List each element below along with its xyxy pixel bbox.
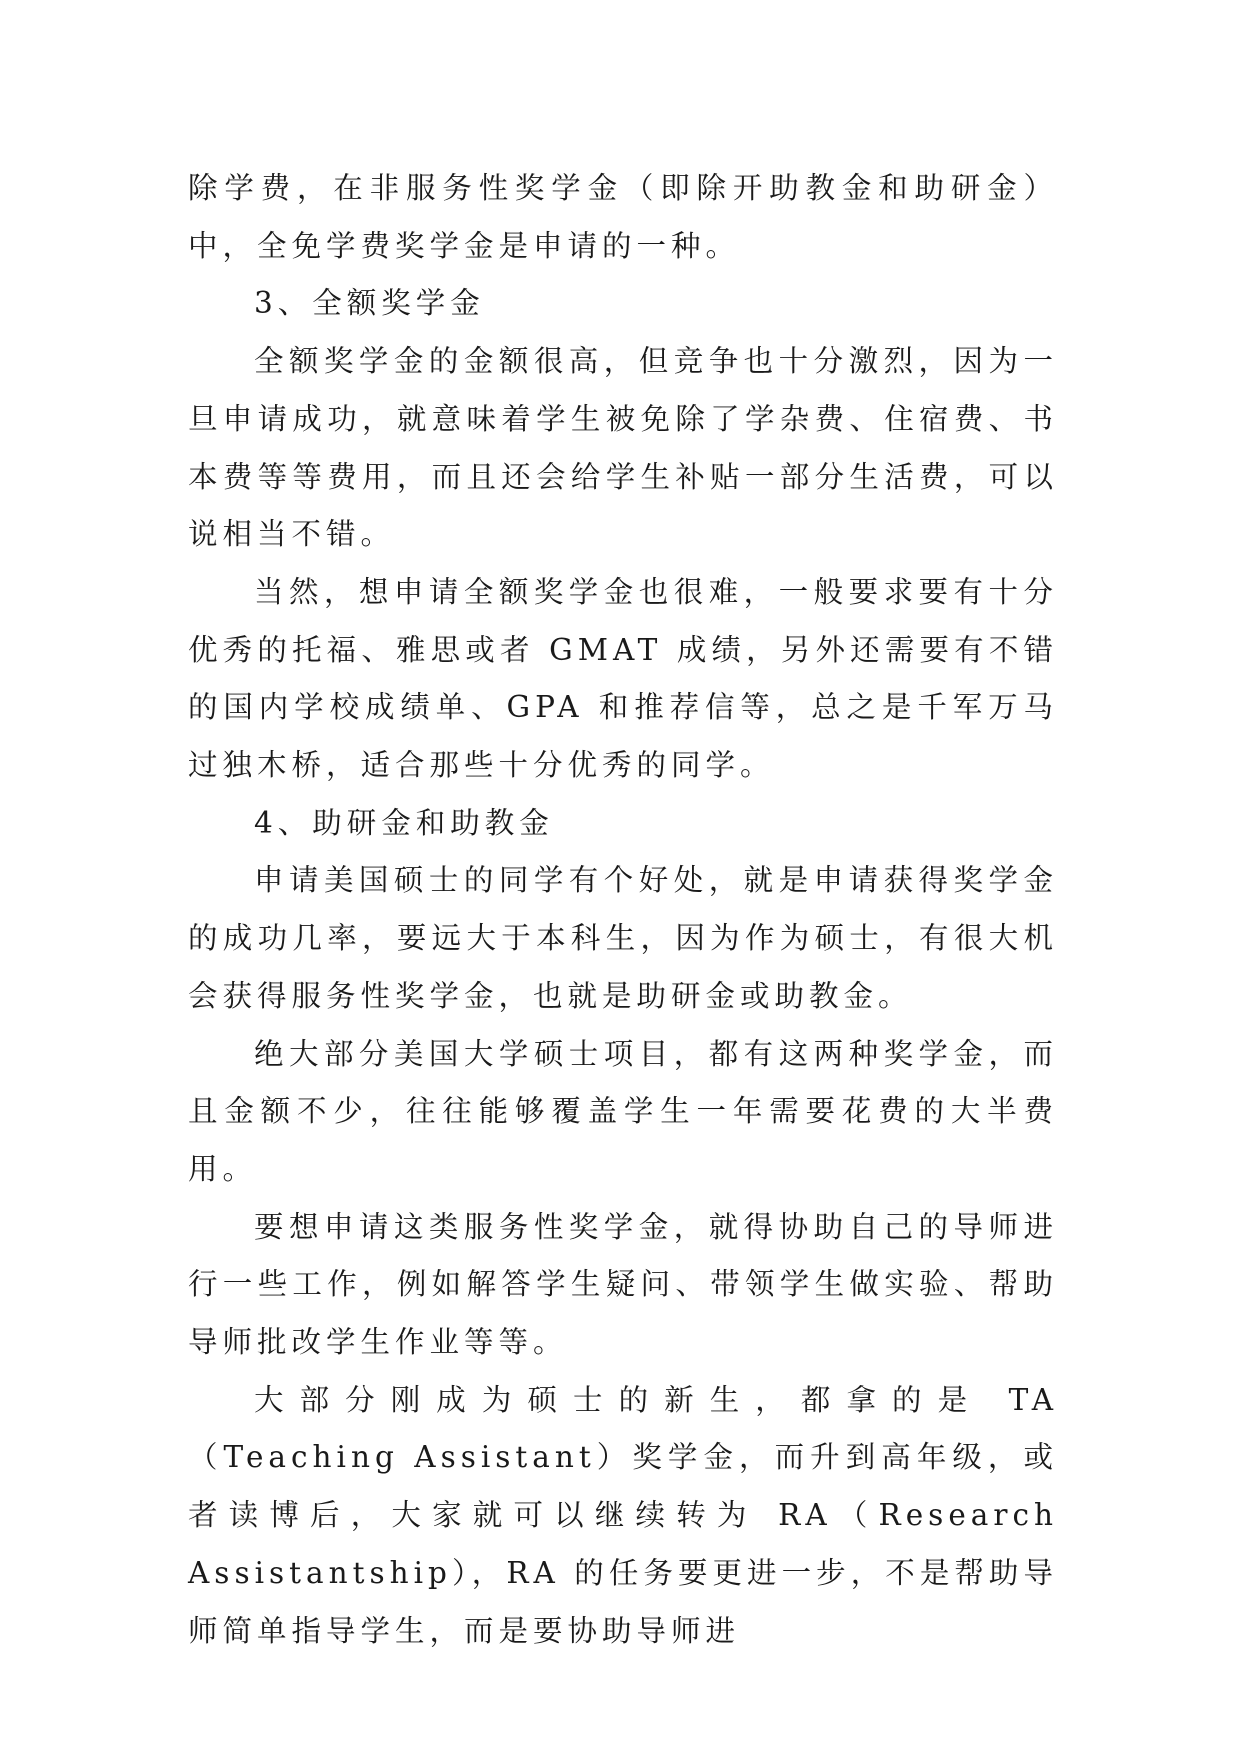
paragraph-tuition-continuation: 除学费，在非服务性奖学金（即除开助教金和助研金）中，全免学费奖学金是申请的一种。 (188, 171, 1058, 263)
paragraph-full-scholarship-requirements: 当然，想申请全额奖学金也很难，一般要求要有十分优秀的托福、雅思或者 GMAT 成绩，另外还需要有不错的国内学校成绩单、GPA 和推荐信等，总之是千军万马过独木桥，适合那些十分优秀的同学。 (188, 574, 1058, 783)
document-body (188, 160, 1058, 1660)
paragraph-master-advantage: 申请美国硕士的同学有个好处，就是申请获得奖学金的成功几率，要远大于本科生，因为作为硕士，有很大机会获得服务性奖学金，也就是助研金或助教金。 (188, 863, 1058, 1013)
paragraph-full-scholarship-intro: 全额奖学金的金额很高，但竞争也十分激烈，因为一旦申请成功，就意味着学生被免除了学杂费、住宿费、书本费等等费用，而且还会给学生补贴一部分生活费，可以说相当不错。 (188, 344, 1058, 552)
paragraph-programs-coverage: 绝大部分美国大学硕士项目，都有这两种奖学金，而且金额不少，往往能够覆盖学生一年需要花费的大半费用。 (188, 1036, 1058, 1186)
section-heading-full-scholarship: 3、全额奖学金 (254, 286, 485, 321)
section-heading-assistantships: 4、助研金和助教金 (254, 805, 554, 840)
paragraph-ta-ra: 大部分刚成为硕士的新生，都拿的是 TA（Teaching Assistant）奖学金，而升到高年级，或者读博后，大家就可以继续转为 RA（Research Assistantship），RA 的任务要更进一步，不是帮助导师简单指导学生，而是要协助导师进 (188, 1382, 1058, 1648)
paragraph-assistant-duties: 要想申请这类服务性奖学金，就得协助自己的导师进行一些工作，例如解答学生疑问、带领学生做实验、帮助导师批改学生作业等等。 (188, 1209, 1058, 1360)
